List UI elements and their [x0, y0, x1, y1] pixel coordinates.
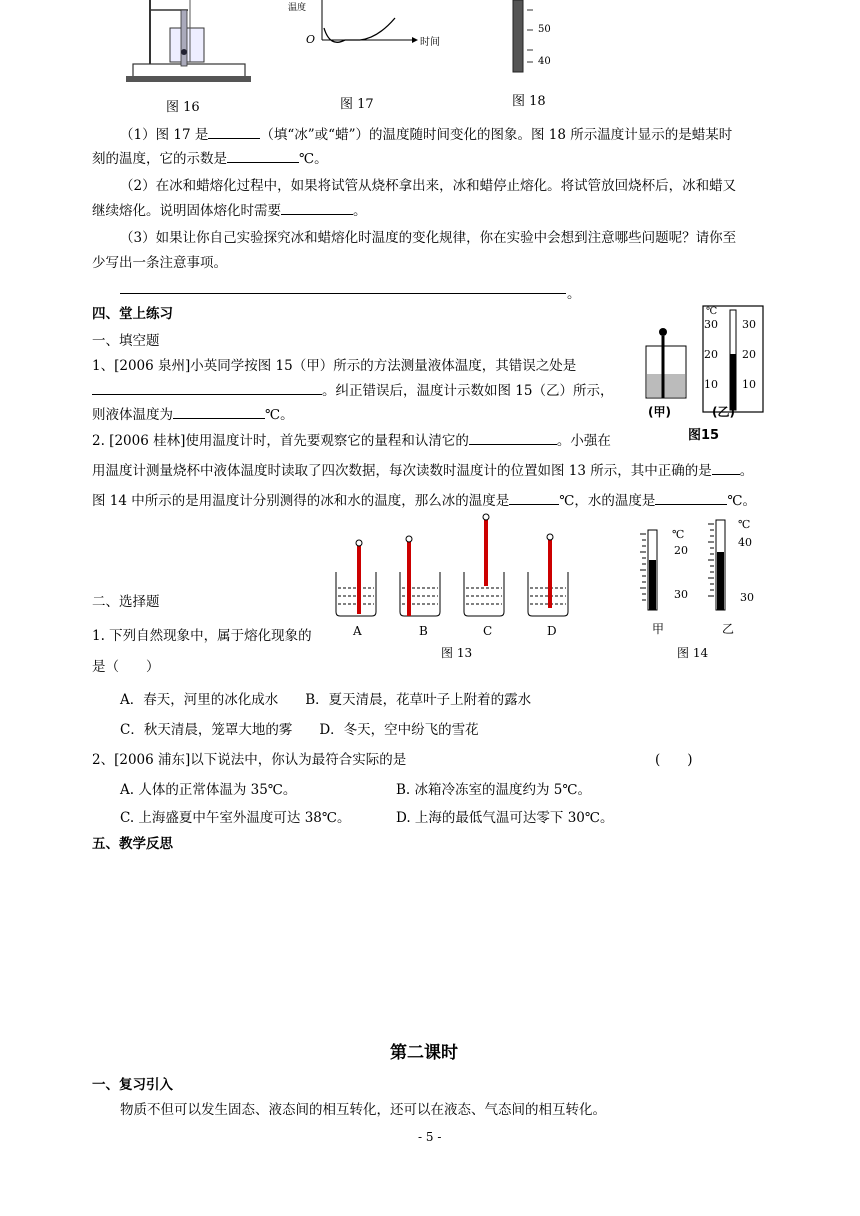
fig18-tick: 50 [538, 24, 551, 35]
fig15-unit: ℃ [706, 306, 718, 317]
fig15-caption: 图15 [688, 428, 720, 443]
p2-text: 。小强在 [556, 433, 611, 449]
q1-text: （1）图 17 是 [120, 127, 209, 143]
p2-text: 图 14 中所示的是用温度计分别测得的冰和水的温度，那么冰的温度是 [92, 493, 510, 509]
fig13-label: A [353, 624, 362, 638]
lesson2-paragraph: 物质不但可以发生固态、液态间的相互转化，还可以在液态、气态间的相互转化。 [120, 1102, 606, 1118]
fig18-tick: 40 [538, 56, 551, 67]
fig15-tick: 10 [704, 378, 718, 391]
p1-text: 则液体温度为 [92, 407, 173, 423]
c2-option-d: D. 上海的最低气温可达零下 30℃。 [396, 810, 614, 826]
p2-text: ℃，水的温度是 [559, 493, 656, 509]
fig14-jia: 甲 [652, 622, 665, 636]
fig15-tick: 20 [742, 348, 756, 361]
fig14-yi-tick: 30 [740, 591, 754, 604]
fig15-tick: 30 [742, 318, 756, 331]
fig14-unit: ℃ [672, 528, 685, 541]
fig18-caption: 图 18 [512, 94, 546, 109]
section4-sub2: 二、选择题 [92, 594, 160, 610]
q3-line2: 少写出一条注意事项。 [92, 255, 227, 271]
fig14-unit: ℃ [738, 518, 751, 531]
fig14-jia-tick: 20 [674, 544, 688, 557]
fig14-yi-tick: 40 [738, 536, 752, 549]
p1-line1: 1、[2006 泉州]小英同学按图 15（甲）所示的方法测量液体温度，其错误之处是 [92, 358, 577, 374]
c2-option-c: C. 上海盛夏中午室外温度可达 38℃。 [120, 810, 351, 826]
fig15-jia: (甲) [648, 405, 671, 419]
p1-text: ℃。 [265, 407, 294, 423]
fig13-caption: 图 13 [441, 646, 473, 660]
p2-text: 用温度计测量烧杯中液体温度时读取了四次数据，每次读数时温度计的位置如图 13 所示，其中正确的是 [92, 463, 712, 479]
c2-option-a: A. 人体的正常体温为 35℃。 [120, 782, 297, 798]
page-number: - 5 - [418, 1130, 442, 1144]
fig15-tick: 20 [704, 348, 718, 361]
c2-option-b: B. 冰箱冷冻室的温度约为 5℃。 [396, 782, 591, 798]
p2-text: ℃。 [727, 493, 756, 509]
q1-text: ℃。 [299, 151, 328, 167]
fig13-label: B [419, 624, 428, 638]
section5-title: 五、教学反思 [92, 836, 173, 852]
q3-end: 。 [567, 286, 581, 302]
c1-options-1: A．春天，河里的冰化成水 B．夏天清晨，花草叶子上附着的露水 [120, 692, 532, 708]
q3-line1: （3）如果让你自己实验探究冰和蜡熔化时温度的变化规律，你在实验中会想到注意哪些问题呢？请你至 [120, 230, 737, 246]
p1-text: 。纠正错误后，温度计示数如图 15（乙）所示， [322, 383, 614, 399]
fig14-caption: 图 14 [677, 646, 709, 660]
c2-question: 2、[2006 浦东]以下说法中，你认为最符合实际的是 [92, 752, 407, 768]
c1-line2: 是（ ） [92, 659, 160, 675]
fig15-tick: 30 [704, 318, 718, 331]
q2-text: 继续熔化。说明固体熔化时需要 [92, 203, 281, 219]
q1-text: （填“冰”或“蜡”）的温度随时间变化的图象。图 18 所示温度计显示的是蜡某时 [260, 127, 733, 143]
lesson2-title: 第二课时 [390, 1043, 458, 1063]
fig17-caption: 图 17 [340, 97, 374, 112]
c2-paren: ( ) [655, 752, 693, 768]
fig16-caption: 图 16 [166, 100, 200, 115]
section4-sub1: 一、填空题 [92, 333, 160, 349]
fig17-xlabel: 时间 [420, 37, 440, 48]
fig17-ylabel: 温度 [288, 3, 307, 13]
q2-text: 。 [353, 203, 367, 219]
fig13-label: C [483, 624, 493, 638]
fig14-yi: 乙 [722, 622, 735, 636]
fig14-jia-tick: 30 [674, 588, 688, 601]
lesson2-heading: 一、复习引入 [92, 1077, 173, 1093]
c1-options-2: C．秋天清晨，笼罩大地的雾 D．冬天，空中纷飞的雪花 [120, 722, 479, 738]
fig15-yi: (乙) [712, 405, 735, 419]
q2-line1: （2）在冰和蜡熔化过程中，如果将试管从烧杯拿出来，冰和蜡停止熔化。将试管放回烧杯后，冰和蜡又 [120, 178, 737, 194]
fig17-origin: O [306, 33, 316, 46]
p2-text: 。 [739, 463, 754, 479]
q1-text: 刻的温度，它的示数是 [92, 151, 227, 167]
fig13-label: D [547, 624, 557, 638]
section4-title: 四、堂上练习 [92, 306, 173, 322]
p2-text: 2. [2006 桂林]使用温度计时，首先要观察它的量程和认清它的 [92, 433, 469, 449]
fig15-tick: 10 [742, 378, 756, 391]
c1-line1: 1. 下列自然现象中，属于熔化现象的 [92, 628, 312, 644]
